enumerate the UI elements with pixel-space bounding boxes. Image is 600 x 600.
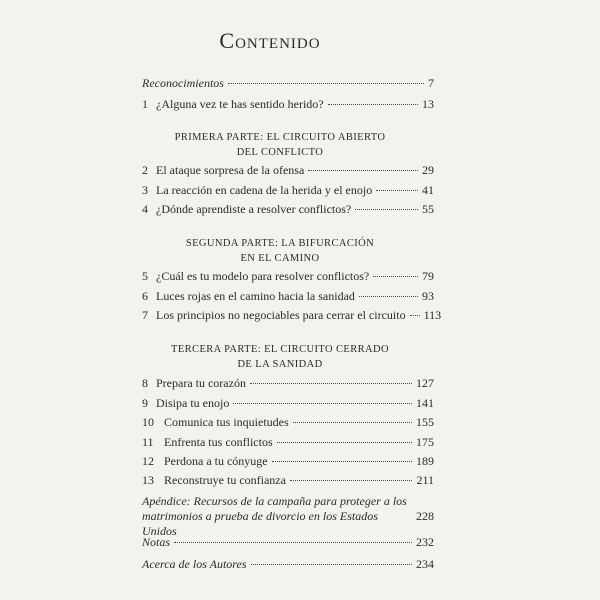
toc-entry-authors[interactable] bbox=[142, 557, 434, 572]
part-heading bbox=[0, 342, 560, 372]
dot-leader bbox=[174, 542, 412, 543]
toc-entry-chapter[interactable] bbox=[142, 269, 434, 284]
toc-entry-chapter[interactable] bbox=[142, 376, 434, 391]
toc-entry-chapter[interactable] bbox=[142, 202, 434, 217]
part-heading bbox=[0, 236, 560, 266]
entry-page: 232 bbox=[416, 535, 434, 549]
entry-page: 155 bbox=[416, 415, 434, 429]
part-heading-line: PRIMERA PARTE: EL CIRCUITO ABIERTO bbox=[174, 132, 386, 143]
chapter-number: 2 bbox=[142, 163, 148, 177]
chapter-number: 5 bbox=[142, 269, 148, 283]
dot-leader bbox=[376, 190, 418, 191]
part-heading-line: DEL CONFLICTO bbox=[236, 147, 324, 158]
dot-leader bbox=[373, 276, 418, 277]
entry-label: Los principios no negociables para cerrar el circuito bbox=[156, 308, 406, 322]
entry-page: 113 bbox=[423, 308, 442, 322]
dot-leader bbox=[293, 422, 412, 423]
toc-entry-acknowledgments[interactable] bbox=[142, 76, 434, 91]
part-heading bbox=[0, 130, 560, 160]
appendix-line: matrimonios a prueba de divorcio en los Estados Unidos bbox=[142, 509, 378, 538]
dot-leader bbox=[308, 170, 418, 171]
toc-entry-chapter[interactable] bbox=[142, 97, 434, 112]
chapter-number: 8 bbox=[142, 376, 148, 390]
entry-page: 13 bbox=[422, 97, 434, 111]
appendix-line: Apéndice: Recursos de la campaña para proteger a los bbox=[142, 494, 407, 508]
chapter-number: 11 bbox=[142, 435, 154, 449]
chapter-number: 13 bbox=[142, 473, 154, 487]
dot-leader bbox=[277, 442, 412, 443]
dot-leader bbox=[250, 383, 412, 384]
part-heading-line: DE LA SANIDAD bbox=[237, 359, 323, 370]
part-heading-line: TERCERA PARTE: EL CIRCUITO CERRADO bbox=[171, 344, 389, 355]
dot-leader bbox=[410, 315, 420, 316]
part-heading-line: SEGUNDA PARTE: LA BIFURCACIÓN bbox=[185, 238, 375, 249]
toc-entry-chapter[interactable] bbox=[142, 289, 434, 304]
entry-page: 175 bbox=[416, 435, 434, 449]
entry-page: 29 bbox=[422, 163, 434, 177]
entry-page: 234 bbox=[416, 557, 434, 571]
chapter-number: 1 bbox=[142, 97, 148, 111]
entry-label: Comunica tus inquietudes bbox=[164, 415, 289, 429]
entry-label: Reconocimientos bbox=[142, 76, 224, 90]
entry-label: La reacción en cadena de la herida y el enojo bbox=[156, 183, 373, 197]
toc-entry-chapter[interactable] bbox=[142, 308, 442, 323]
entry-label: Perdona a tu cónyuge bbox=[164, 454, 268, 468]
entry-label: Prepara tu corazón bbox=[156, 376, 246, 390]
chapter-number: 3 bbox=[142, 183, 148, 197]
chapter-number: 12 bbox=[142, 454, 154, 468]
toc-entry-chapter[interactable] bbox=[142, 473, 434, 488]
chapter-number: 4 bbox=[142, 202, 148, 216]
toc-entry-appendix[interactable] bbox=[142, 494, 434, 539]
entry-page: 228 bbox=[416, 509, 434, 523]
dot-leader bbox=[228, 83, 424, 84]
part-heading-line: EN EL CAMINO bbox=[240, 253, 320, 264]
entry-page: 41 bbox=[422, 183, 434, 197]
entry-label: Luces rojas en el camino hacia la sanidad bbox=[156, 289, 355, 303]
entry-label: Acerca de los Autores bbox=[142, 557, 247, 571]
entry-label: Disipa tu enojo bbox=[156, 396, 230, 410]
dot-leader bbox=[355, 209, 418, 210]
entry-page: 211 bbox=[416, 473, 434, 487]
toc-entry-chapter[interactable] bbox=[142, 163, 434, 178]
entry-page: 93 bbox=[422, 289, 434, 303]
chapter-number: 6 bbox=[142, 289, 148, 303]
entry-page: 189 bbox=[416, 454, 434, 468]
toc-entry-notes[interactable] bbox=[142, 535, 434, 550]
entry-label: Enfrenta tus conflictos bbox=[164, 435, 273, 449]
entry-page: 79 bbox=[422, 269, 434, 283]
toc-entry-chapter[interactable] bbox=[142, 454, 434, 469]
dot-leader bbox=[290, 480, 412, 481]
entry-label: ¿Alguna vez te has sentido herido? bbox=[156, 97, 324, 111]
toc-entry-chapter[interactable] bbox=[142, 435, 434, 450]
toc-entry-chapter[interactable] bbox=[142, 415, 434, 430]
entry-label: Reconstruye tu confianza bbox=[164, 473, 286, 487]
page-title: Contenido bbox=[219, 28, 321, 53]
toc-entry-chapter[interactable] bbox=[142, 396, 434, 411]
entry-page: 127 bbox=[416, 376, 434, 390]
entry-label: Notas bbox=[142, 535, 171, 549]
entry-label: ¿Dónde aprendiste a resolver conflictos? bbox=[156, 202, 352, 216]
entry-label: ¿Cuál es tu modelo para resolver conflictos? bbox=[156, 269, 370, 283]
dot-leader bbox=[233, 403, 412, 404]
entry-page: 141 bbox=[416, 396, 434, 410]
chapter-number: 9 bbox=[142, 396, 148, 410]
dot-leader bbox=[359, 296, 418, 297]
chapter-number: 10 bbox=[142, 415, 154, 429]
entry-page: 55 bbox=[422, 202, 434, 216]
entry-page: 7 bbox=[428, 76, 434, 90]
entry-label: El ataque sorpresa de la ofensa bbox=[156, 163, 305, 177]
dot-leader bbox=[328, 104, 418, 105]
chapter-number: 7 bbox=[142, 308, 148, 322]
dot-leader bbox=[251, 564, 412, 565]
dot-leader bbox=[272, 461, 412, 462]
toc-entry-chapter[interactable] bbox=[142, 183, 434, 198]
